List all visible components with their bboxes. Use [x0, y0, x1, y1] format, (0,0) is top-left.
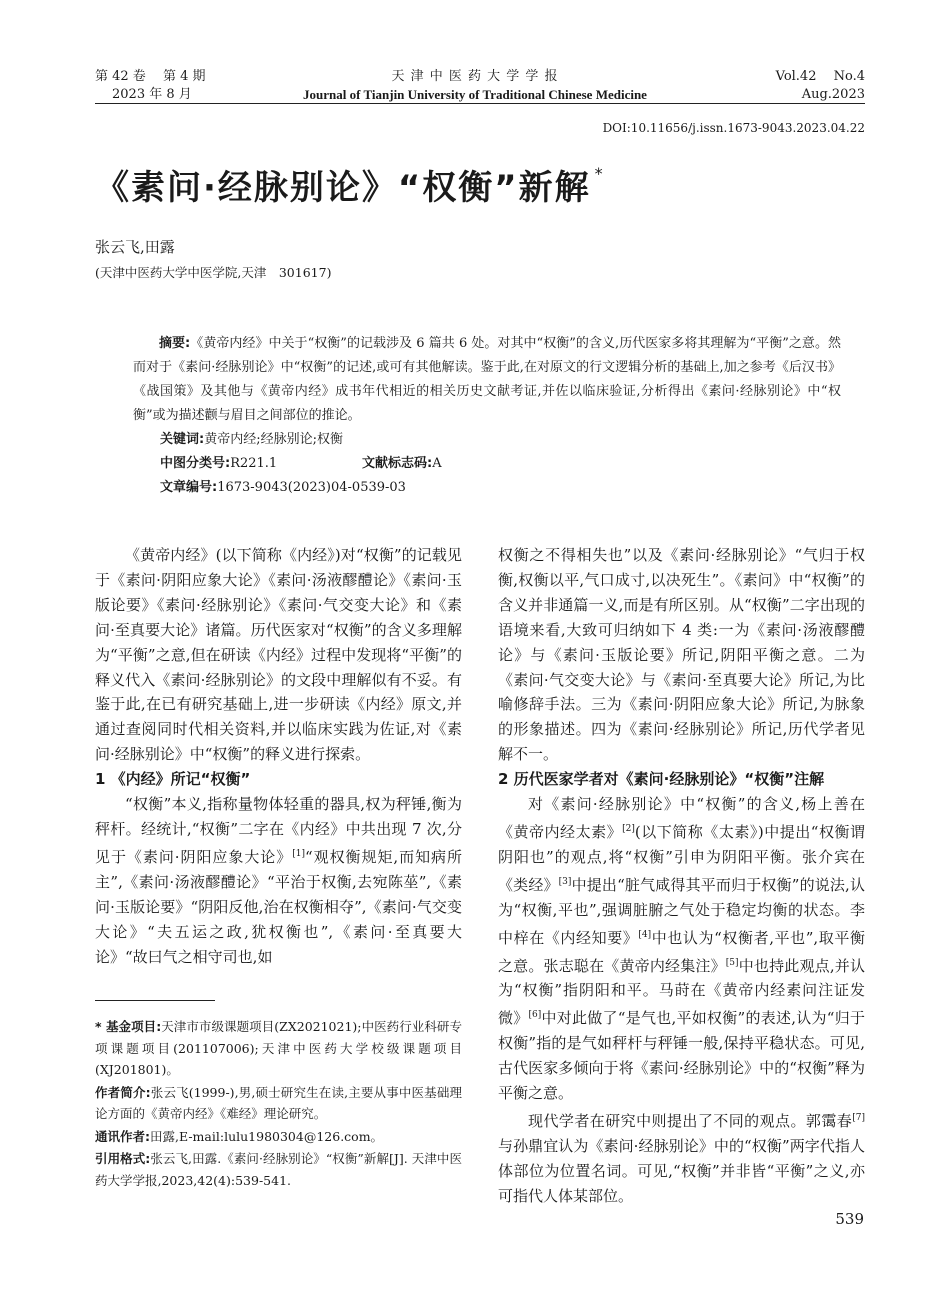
header-journal-cn: 天 津 中 医 药 大 学 学 报 — [391, 69, 559, 84]
keywords-text: 黄帝内经;经脉别论;权衡 — [204, 432, 343, 447]
right-p2-f: 中对此做了“是气也,平如权衡”的表述,认为“归于权衡”指的是气如秤杆与秤锤一般,保持平稳状态。可见,古代医家多倾向于将《素问·经脉别论》中的“权衡”释为平衡之意。 — [498, 1009, 865, 1103]
citation-format-label: 引用格式: — [95, 1151, 151, 1166]
header-date-cn: 2023 年 8 月 — [112, 87, 192, 102]
right-p2-b: (以下简称《太素》)中提出“权衡谓阴阳也”的观点,将“权衡”引申为阴阳平衡。张介宾在《类经》 — [498, 822, 865, 894]
footnote-rule — [95, 1000, 215, 1001]
classification-label: 中图分类号: — [160, 456, 231, 471]
footnote-corresponding — [95, 1126, 462, 1148]
header-rule — [95, 103, 865, 104]
left-paragraph-1: 《黄帝内经》(以下简称《内经》)对“权衡”的记载见于《素问·阴阳应象大论》《素问·汤液醪醴论》《素问·玉版论要》《素问·经脉别论》《素问·气交变大论》和《素问·至真要大论》诸篇。历代医家对“权衡”的含义多理解为“平衡”之意,但在研读《内经》过程中发现将“平衡”的释义代入《素问·经脉别论》的文段中理解似有不妥。有鉴于此,在已有研究基础上,进一步研读《内经》原文,并通过查阅同时代相关资料,并以临床实践为佐证,对《素问·经脉别论》中“权衡”的释义进行探索。 — [95, 546, 462, 764]
right-paragraph-1: 权衡之不得相失也”以及《素问·经脉别论》“气归于权衡,权衡以平,气口成寸,以决死生”。《素问》中“权衡”的含义并非通篇一义,而是有所区别。从“权衡”二字出现的语境来看,大致可归纳如下 4 类:一为《素问·汤液醪醴论》与《素问·玉版论要》所记,阴阳平衡之意。二为《素问·气交变大论》与《素问·至真要大论》所记,为比喻修辞手法。三为《素问·阴阳应象大论》所记,为脉象的形象描述。四为《素问·经脉别论》所记,历代学者见解不一。 — [498, 546, 865, 764]
article-title — [95, 160, 605, 209]
doi: DOI:10.11656/j.issn.1673-9043.2023.04.22 — [602, 121, 865, 135]
title-text: 《素问·经脉别论》“权衡”新解 — [95, 168, 591, 208]
citation-4[interactable]: [4] — [638, 929, 652, 940]
doc-code-label: 文献标志码: — [362, 456, 433, 471]
authors: 张云飞,田露 — [95, 238, 175, 256]
right-p3-b: 与孙鼎宜认为《素问·经脉别论》中的“权衡”两字代指人体部位为位置名词。可见,“权衡”并非皆“平衡”之义,亦可指代人体某部位。 — [498, 1136, 865, 1205]
citation-2[interactable]: [2] — [622, 823, 635, 834]
right-column — [498, 543, 865, 1209]
left-p2-part-b: “观权衡规矩,而知病所主”,《素问·汤液醪醴论》“平治于权衡,去宛陈莝”,《素问·玉版论要》“阴阳反他,治在权衡相夺”,《素问·气交变大论》“夫五运之政,犹权衡也”,《素问·至真要大论》“故曰气之相守司也,如 — [95, 847, 463, 966]
citation-7[interactable]: [7] — [852, 1112, 865, 1123]
left-paragraph-2 — [95, 792, 462, 969]
footnotes — [95, 1016, 462, 1192]
article-number-label: 文章编号: — [160, 480, 218, 495]
fund-text: 天津市市级课题项目(ZX2021021);中医药行业科研专项课题项目(201107006);天津中医药大学校级课题项目(XJ201801)。 — [95, 1019, 462, 1077]
affiliation: (天津中医药大学中医学院,天津 301617) — [95, 265, 332, 280]
section-heading-1: 1 《内经》所记“权衡” — [95, 770, 251, 789]
doc-code-text: A — [432, 456, 442, 471]
fund-label: * 基金项目: — [95, 1019, 162, 1034]
doc-code — [362, 452, 442, 471]
abstract-label: 摘要: — [159, 336, 191, 351]
abstract — [133, 332, 841, 428]
author-intro-label: 作者简介: — [95, 1084, 151, 1100]
right-paragraph-3 — [498, 1106, 865, 1209]
title-footnote-mark: * — [594, 164, 605, 183]
header-volume: 第 42 卷 第 4 期 — [95, 69, 206, 84]
author-intro-text: 张云飞(1999-),男,硕士研究生在读,主要从事中医基础理论方面的《黄帝内经》《难经》理论研究。 — [95, 1084, 462, 1121]
right-p2-a: 对《素问·经脉别论》中“权衡”的含义,杨上善在《黄帝内经太素》 — [498, 795, 865, 841]
footnote-fund — [95, 1016, 462, 1081]
citation-3[interactable]: [3] — [558, 876, 572, 887]
left-column — [95, 543, 462, 969]
page-number: 539 — [835, 1210, 864, 1228]
article-number-text: 1673-9043(2023)04-0539-03 — [217, 480, 406, 495]
footnote-author — [95, 1082, 462, 1125]
corresponding-text: 田露,E-mail:lulu1980304@126.com。 — [150, 1128, 384, 1144]
right-paragraph-2 — [498, 792, 865, 1106]
classification — [160, 452, 277, 471]
abstract-text: 《黄帝内经》中关于“权衡”的记载涉及 6 篇共 6 处。对其中“权衡”的含义,历代医家多将其理解为“平衡”之意。然而对于《素问·经脉别论》中“权衡”的记述,或可有其他解读。鉴于此,在对原文的行文逻辑分析的基础上,加之参考《后汉书》《战国策》及其他与《黄帝内经》成书年代相近的相关历史文献考证,并佐以临床验证,分析得出《素问·经脉别论》中“权衡”或为描述颧与眉目之间部位的推论。 — [133, 336, 841, 423]
right-p3-a: 现代学者在研究中则提出了不同的观点。郭霭春 — [528, 1111, 853, 1130]
header-date-en: Aug.2023 — [801, 87, 865, 102]
section-heading-2: 2 历代医家学者对《素问·经脉别论》“权衡”注解 — [498, 770, 825, 789]
header-vol-en: Vol.42 No.4 — [775, 69, 865, 84]
right-p2-d: 中也认为“权衡者,平也”,取平衡之意。张志聪在《黄帝内经集注》 — [498, 928, 865, 975]
corresponding-label: 通讯作者: — [95, 1128, 150, 1144]
citation-1[interactable]: [1] — [292, 848, 305, 859]
right-p2-e: 中也持此观点,并认为“权衡”指阴阳和平。马莳在《黄帝内经素问注证发微》 — [498, 956, 865, 1028]
left-p2-part-a: “权衡”本义,指称量物体轻重的器具,权为秤锤,衡为秤杆。经统计,“权衡”二字在《内经》中共出现 7 次,分见于《素问·阴阳应象大论》 — [95, 795, 462, 866]
keywords-label: 关键词: — [160, 432, 205, 447]
article-number — [160, 476, 406, 495]
keywords — [160, 428, 343, 447]
citation-5[interactable]: [5] — [725, 957, 739, 968]
right-p2-c: 中提出“脏气咸得其平而归于权衡”的说法,认为“权衡,平也”,强调脏腑之气处于稳定均衡的状态。李中梓在《内经知要》 — [498, 875, 865, 947]
header-journal-en: Journal of Tianjin University of Traditional Chinese Medicine — [303, 87, 647, 102]
citation-6[interactable]: [6] — [528, 1010, 542, 1021]
footnote-citation — [95, 1148, 462, 1191]
citation-format-text: 张云飞,田露.《素问·经脉别论》“权衡”新解[J]. 天津中医药大学学报,2023,42(4):539-541. — [95, 1151, 463, 1188]
classification-text: R221.1 — [230, 456, 278, 471]
